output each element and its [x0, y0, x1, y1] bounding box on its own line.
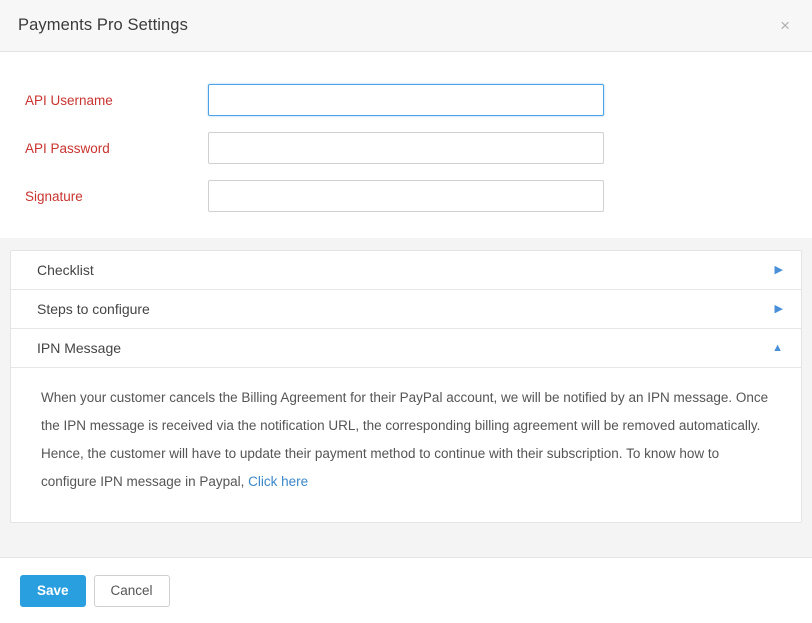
accordion-title-steps-to-configure: Steps to configure	[37, 301, 150, 317]
ipn-click-here-link[interactable]: Click here	[248, 474, 309, 489]
ipn-message-text	[41, 384, 773, 496]
accordion-header-ipn-message[interactable]	[11, 329, 801, 367]
accordion-item-steps-to-configure	[11, 289, 801, 328]
chevron-right-icon[interactable]	[775, 265, 783, 276]
signature-input[interactable]	[208, 180, 604, 212]
accordion-title-checklist: Checklist	[37, 262, 94, 278]
close-icon[interactable]: ×	[780, 16, 790, 35]
form-row-api-username	[0, 84, 812, 116]
ipn-message-paragraph: When your customer cancels the Billing Agreement for their PayPal account, we will be notified by an IPN message. Once the IPN message is received via the notification URL, the corresponding billing agreement will be removed automatically. Hence, the customer will have to update their payment method to continue with their subscription. To know how to configure IPN message in Paypal,	[41, 390, 769, 489]
form-row-signature	[0, 180, 812, 212]
signature-label: Signature	[25, 188, 83, 204]
accordion-header-steps-to-configure[interactable]	[11, 290, 801, 328]
chevron-up-icon[interactable]	[772, 343, 783, 354]
form-row-api-password	[0, 132, 812, 164]
accordion-title-ipn-message: IPN Message	[37, 340, 122, 356]
page-title: Payments Pro Settings	[18, 16, 188, 34]
info-accordion	[10, 250, 802, 523]
api-password-label: API Password	[25, 140, 110, 156]
accordion-body-ipn-message	[11, 367, 801, 522]
accordion-area	[0, 238, 812, 557]
save-button[interactable]: Save	[20, 575, 86, 607]
cancel-button[interactable]: Cancel	[94, 575, 170, 607]
dialog-header	[0, 0, 812, 52]
dialog-footer	[0, 557, 812, 623]
api-password-input[interactable]	[208, 132, 604, 164]
accordion-item-checklist	[11, 251, 801, 289]
accordion-item-ipn-message	[11, 328, 801, 522]
api-username-label: API Username	[25, 92, 113, 108]
credentials-form	[0, 52, 812, 238]
accordion-header-checklist[interactable]	[11, 251, 801, 289]
chevron-right-icon[interactable]	[775, 304, 783, 315]
api-username-input[interactable]	[208, 84, 604, 116]
